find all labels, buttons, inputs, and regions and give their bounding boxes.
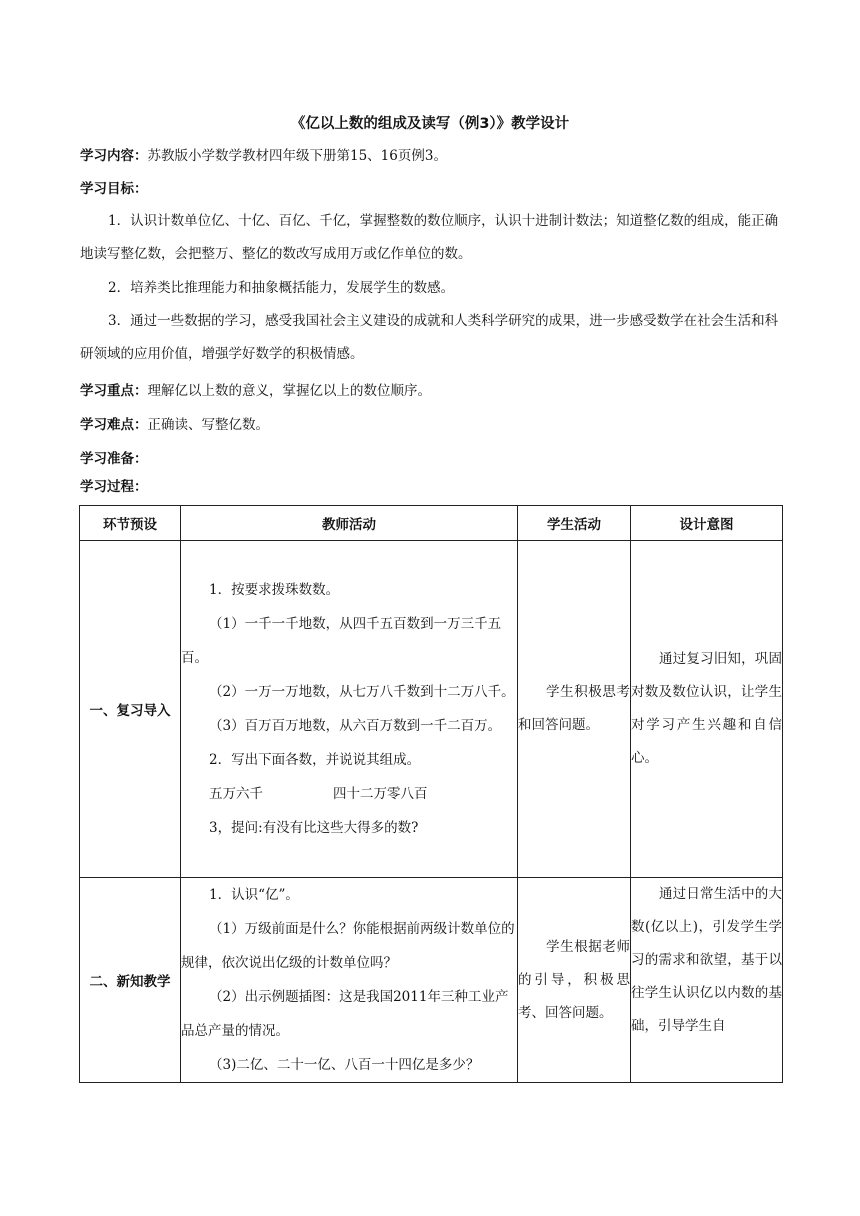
design-intent-cell — [631, 878, 783, 1083]
design-intent-cell — [631, 541, 783, 878]
header-teacher: 教师活动 — [181, 506, 518, 541]
goal-item-3: 3．通过一些数据的学习，感受我国社会主义建设的成就和人类科学研究的成果，进一步感受数学在社会生活和科研领域的应用价值，增强学好数学的积极情感。 — [80, 313, 779, 362]
teacher-line: （1）一千一千地数，从四千五百数到一万三千五百。 — [181, 616, 502, 666]
header-student: 学生活动 — [518, 506, 631, 541]
table-row — [80, 541, 783, 878]
key-point-label: 学习重点： — [80, 383, 148, 399]
table-row — [80, 878, 783, 1083]
numbers-line — [181, 777, 517, 811]
preparation-line — [80, 449, 780, 469]
difficulty-line — [80, 415, 780, 435]
teacher-line: 1．按要求拨珠数数。 — [209, 582, 340, 598]
goals-label-text: 学习目标： — [80, 181, 148, 197]
teacher-line: 1．认识“亿”。 — [209, 887, 299, 903]
teacher-line: （3）百万百万地数，从六百万数到一千二百万。 — [209, 718, 502, 734]
student-activity-text: 学生积极思考和回答问题。 — [518, 684, 630, 733]
goal-item-1: 1．认识计数单位亿、十亿、百亿、千亿，掌握整数的数位顺序，认识十进制计数法；知道整亿数的组成，能正确地读写整亿数，会把整万、整亿的数改写成用万或亿作单位的数。 — [80, 213, 779, 262]
student-activity-cell — [518, 541, 631, 878]
student-activity-text: 学生根据老师的引导，积极思考、回答问题。 — [518, 938, 630, 1021]
number-item: 五万六千 — [209, 786, 263, 802]
lesson-plan-table — [79, 505, 783, 1083]
document-title: 《亿以上数的组成及读写（例3）》教学设计 — [290, 116, 570, 132]
difficulty-label: 学习难点： — [80, 417, 148, 433]
header-stage: 环节预设 — [80, 506, 181, 541]
teacher-line: （3)二亿、二十一亿、八百一十四亿是多少？ — [209, 1057, 480, 1073]
teacher-activity-cell — [181, 878, 518, 1083]
content-text: 苏教版小学数学教材四年级下册第15、16页例3。 — [147, 148, 447, 164]
content-line — [80, 146, 780, 166]
stage-cell: 二、新知教学 — [80, 878, 181, 1083]
process-line — [80, 477, 780, 497]
stage-cell: 一、复习导入 — [80, 541, 181, 878]
process-label: 学习过程： — [80, 479, 148, 495]
student-activity-cell — [518, 878, 631, 1083]
number-item: 四十二万零八百 — [333, 786, 428, 802]
table-header-row — [80, 506, 783, 541]
preparation-label: 学习准备： — [80, 451, 148, 467]
header-intent: 设计意图 — [631, 506, 783, 541]
design-intent-text: 通过复习旧知，巩固对数及数位认识，让学生对学习产生兴趣和自信心。 — [631, 651, 782, 766]
difficulty-text: 正确读、写整亿数。 — [147, 417, 269, 433]
teacher-line: （1）万级前面是什么？你能根据前两级计数单位的规律，依次说出亿级的计数单位吗？ — [181, 921, 515, 971]
goal-item-2: 2．培养类比推理能力和抽象概括能力，发展学生的数感。 — [108, 280, 455, 296]
key-point-line — [80, 381, 780, 401]
teacher-line: （2）出示例题插图：这是我国2011年三种工业产品总产量的情况。 — [181, 989, 509, 1039]
content-label: 学习内容： — [80, 148, 148, 164]
design-intent-text: 通过日常生活中的大数(亿以上)，引发学生学习的需求和欲望，基于以往学生认识亿以内数的基础，引导学生自 — [631, 886, 782, 1034]
teacher-line: （2）一万一万地数，从七万八千数到十二万八千。 — [209, 684, 515, 700]
teacher-line: 2．写出下面各数，并说说其组成。 — [209, 752, 421, 768]
teacher-activity-cell — [181, 541, 518, 878]
key-point-text: 理解亿以上数的意义，掌握亿以上的数位顺序。 — [147, 383, 431, 399]
goals-label — [80, 179, 780, 199]
teacher-line: 3，提问:有没有比这些大得多的数? — [209, 820, 419, 836]
